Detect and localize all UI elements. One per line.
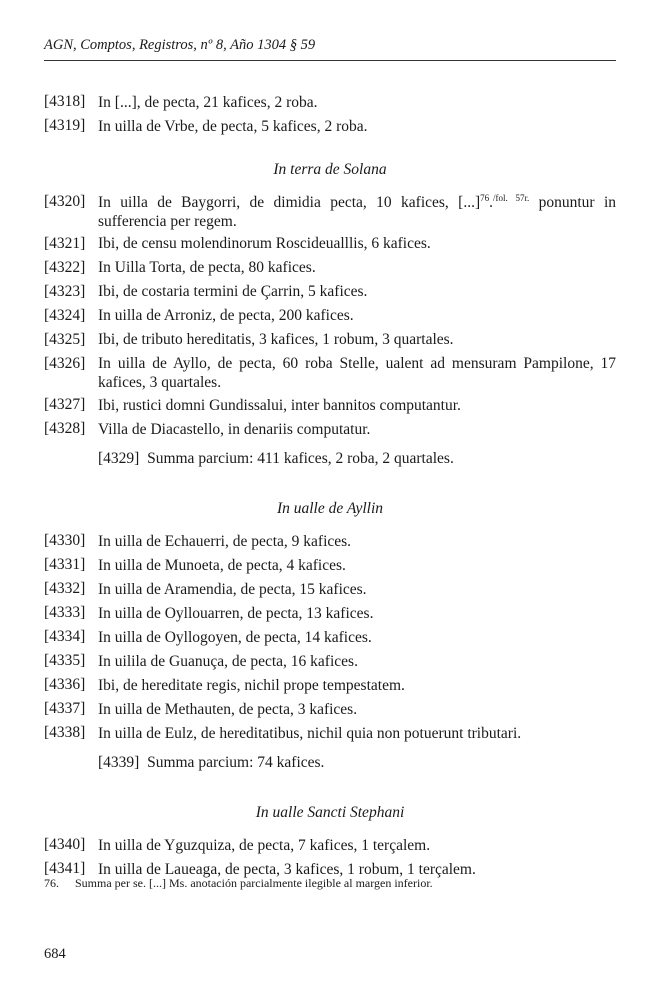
entry-number: [4323] <box>44 282 86 300</box>
section-heading: In ualle de Ayllin <box>276 500 384 517</box>
entry-number: [4320] <box>44 193 86 210</box>
entry-number: [4333] <box>44 604 86 621</box>
entry-text: In uilla de Oyllouarren, de pecta, 13 kafices. <box>98 604 374 622</box>
entry-number: [4321] <box>44 234 86 252</box>
footnote-text: Summa per se. [...] Ms. anotación parcialmente ilegible al margen inferior. <box>75 876 433 890</box>
entry-text: Ibi, rustici domni Gundissalui, inter bannitos computantur. <box>98 396 461 414</box>
entry-text-part: . <box>489 193 493 211</box>
entry-text: Villa de Diacastello, in denariis computatur. <box>98 420 371 438</box>
entry-number: [4324] <box>44 306 86 324</box>
entry-text: In Uilla Torta, de pecta, 80 kafices. <box>98 259 316 276</box>
entry-text <box>98 191 616 231</box>
entry-4319 <box>44 115 616 137</box>
entry-text-part: In uilla de Baygorri, de dimidia pecta, 10 kafices, [...] <box>98 193 481 211</box>
entry-4324 <box>44 305 616 327</box>
running-head: AGN, Comptos, Registros, nº 8, Año 1304 § 59 <box>44 36 616 61</box>
entry-4327 <box>44 394 616 416</box>
entry-number: [4337] <box>44 700 86 717</box>
entry-4325 <box>44 329 616 351</box>
entry-number: [4341] <box>44 860 86 877</box>
entry-text-part: ponuntur in sufferencia per regem. <box>98 193 617 230</box>
entry-4318 <box>44 91 616 113</box>
entry-text: Ibi, de tributo hereditatis, 3 kafices, 1 robum, 3 quartales. <box>98 331 454 348</box>
page-number: 684 <box>44 946 66 962</box>
entry-number: [4340] <box>44 836 86 853</box>
entry-text: In uilla de Ayllo, de pecta, 60 roba Stelle, ualent ad mensuram Pampilone, 17 kafices, 3 quartales. <box>98 355 616 391</box>
entry-4322 <box>44 257 616 279</box>
entry-number: [4332] <box>44 580 86 597</box>
entry-4335 <box>44 650 616 672</box>
entry-text: In [...], de pecta, 21 kafices, 2 roba. <box>98 93 318 111</box>
entry-text: In uilla de Munoeta, de pecta, 4 kafices. <box>98 556 346 574</box>
summa-4339 <box>44 752 616 774</box>
entry-4332 <box>44 578 616 600</box>
entry-number: [4335] <box>44 652 86 669</box>
entry-4330 <box>44 530 616 552</box>
entry-4340 <box>44 834 616 856</box>
entry-4331 <box>44 554 616 576</box>
entry-number: [4326] <box>44 354 86 372</box>
entry-number: [4328] <box>44 420 86 437</box>
section-heading: In ualle Sancti Stephani <box>255 804 405 821</box>
entry-text: In uilla de Arroniz, de pecta, 200 kafices. <box>98 307 354 324</box>
entry-text: In uilla de Yguzquiza, de pecta, 7 kafices, 1 terçalem. <box>98 836 431 854</box>
summa-4329 <box>44 448 616 470</box>
entry-text: In uilla de Methauten, de pecta, 3 kafices. <box>98 700 358 718</box>
document-body <box>44 91 616 882</box>
entry-4320 <box>44 191 616 231</box>
entry-4321 <box>44 233 616 255</box>
entry-4323 <box>44 281 616 303</box>
entry-4338 <box>44 722 616 744</box>
summa-text: Summa parcium: 74 kafices. <box>147 754 325 771</box>
entry-4333 <box>44 602 616 624</box>
entry-text: Ibi, de hereditate regis, nichil prope tempestatem. <box>98 676 405 694</box>
entry-text: In uilla de Laueaga, de pecta, 3 kafices, 1 robum, 1 terçalem. <box>98 860 476 878</box>
summa-number: [4329] <box>98 450 140 467</box>
entry-text: Ibi, de costaria termini de Çarrin, 5 kafices. <box>98 283 368 300</box>
entry-number: [4318] <box>44 93 86 110</box>
entry-text: In uilla de Echauerri, de pecta, 9 kafices. <box>98 532 352 550</box>
summa-text: Summa parcium: 411 kafices, 2 roba, 2 quartales. <box>147 450 454 467</box>
entry-number: [4322] <box>44 258 86 276</box>
entry-4337 <box>44 698 616 720</box>
summa-number: [4339] <box>98 754 140 771</box>
entry-4336 <box>44 674 616 696</box>
entry-4326 <box>44 353 616 393</box>
entry-number: [4338] <box>44 724 86 741</box>
entry-number: [4336] <box>44 676 86 693</box>
entry-number: [4327] <box>44 396 86 413</box>
footnote-76 <box>44 876 616 891</box>
entry-text: In uilla de Aramendia, de pecta, 15 kafices. <box>98 580 367 598</box>
footnote-reference[interactable]: 76 <box>480 192 490 203</box>
section-heading: In terra de Solana <box>273 161 387 178</box>
entry-text: In uilla de Oyllogoyen, de pecta, 14 kafices. <box>98 628 372 646</box>
entry-number: [4334] <box>44 628 86 645</box>
entry-4334 <box>44 626 616 648</box>
folio-marker: /fol. 57r. <box>493 192 530 203</box>
entry-text: Ibi, de censu molendinorum Roscideualllis, 6 kafices. <box>98 235 431 252</box>
entry-text: In uilla de Vrbe, de pecta, 5 kafices, 2 roba. <box>98 117 368 135</box>
entry-number: [4330] <box>44 532 86 549</box>
entry-number: [4331] <box>44 556 86 573</box>
entry-4328 <box>44 418 616 440</box>
entry-number: [4319] <box>44 117 86 134</box>
footnote-number: 76. <box>44 876 59 890</box>
entry-text: In uilila de Guanuça, de pecta, 16 kafices. <box>98 652 358 670</box>
entry-number: [4325] <box>44 330 86 348</box>
entry-text: In uilla de Eulz, de hereditatibus, nichil quia non potuerunt tributari. <box>98 724 522 742</box>
